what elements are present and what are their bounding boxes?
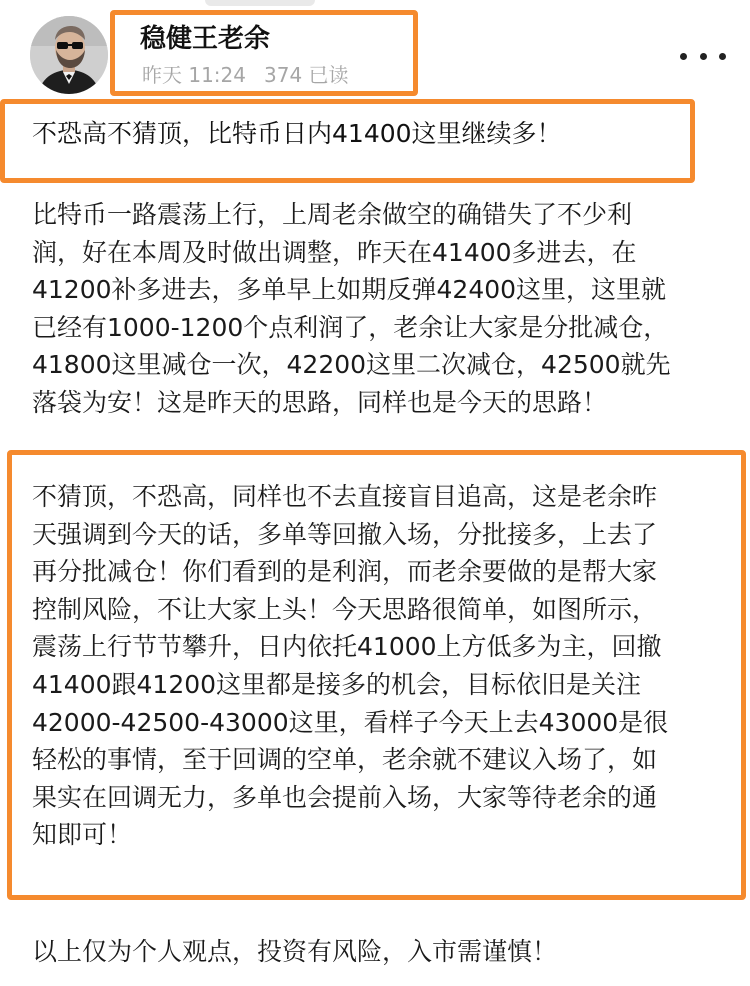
more-dot bbox=[719, 53, 726, 60]
text-line: 润，好在本周及时做出调整，昨天在41400多进去，在 bbox=[32, 237, 637, 267]
author-name[interactable]: 稳健王老余 bbox=[140, 24, 271, 54]
post-time: 昨天 11:24 bbox=[142, 63, 246, 87]
more-dot bbox=[700, 53, 707, 60]
text-line: 知即可！ bbox=[32, 820, 133, 850]
text-line: 已经有1000-1200个点利润了，老余让大家是分批减仓， bbox=[32, 312, 669, 342]
text-line: 果实在回调无力，多单也会提前入场，大家等待老余的通 bbox=[32, 782, 658, 812]
avatar[interactable] bbox=[30, 16, 108, 94]
read-count: 374 已读 bbox=[264, 63, 349, 87]
text-line: 41800这里减仓一次，42200这里二次减仓，42500就先 bbox=[32, 350, 671, 380]
text-line: 控制风险，不让大家上头！今天思路很简单，如图所示， bbox=[32, 594, 658, 624]
post-meta bbox=[142, 59, 349, 88]
text-line: 42000-42500-43000这里，看样子今天上去43000是很 bbox=[32, 707, 669, 737]
text-line: 落袋为安！这是昨天的思路，同样也是今天的思路！ bbox=[32, 387, 608, 417]
text-line: 41400跟41200这里都是接多的机会，目标依旧是关注 bbox=[32, 669, 642, 699]
text-line: 再分批减仓！你们看到的是利润，而老余要做的是帮大家 bbox=[32, 557, 658, 587]
text-line: 天强调到今天的话，多单等回撤入场，分批接多，上去了 bbox=[32, 519, 658, 549]
disclaimer: 以上仅为个人观点，投资有风险，入市需谨慎！ bbox=[32, 937, 558, 966]
text-line: 震荡上行节节攀升，日内依托41000上方低多为主，回撤 bbox=[32, 632, 662, 662]
post-title: 不恐高不猜顶，比特币日内41400这里继续多！ bbox=[32, 119, 562, 148]
text-line: 轻松的事情，至于回调的空单，老余就不建议入场了，如 bbox=[32, 745, 658, 775]
text-line: 41200补多进去，多单早上如期反弹42400这里，这里就 bbox=[32, 275, 667, 305]
more-options-icon[interactable] bbox=[680, 46, 726, 66]
post-paragraph-1 bbox=[32, 196, 722, 422]
avatar-image bbox=[30, 16, 108, 94]
text-line: 比特币一路震荡上行，上周老余做空的确错失了不少利 bbox=[32, 200, 633, 229]
top-indicator bbox=[205, 0, 315, 6]
post-paragraph-2 bbox=[32, 478, 722, 854]
text-line: 不猜顶，不恐高，同样也不去直接盲目追高，这是老余昨 bbox=[32, 482, 658, 511]
more-dot bbox=[680, 53, 687, 60]
